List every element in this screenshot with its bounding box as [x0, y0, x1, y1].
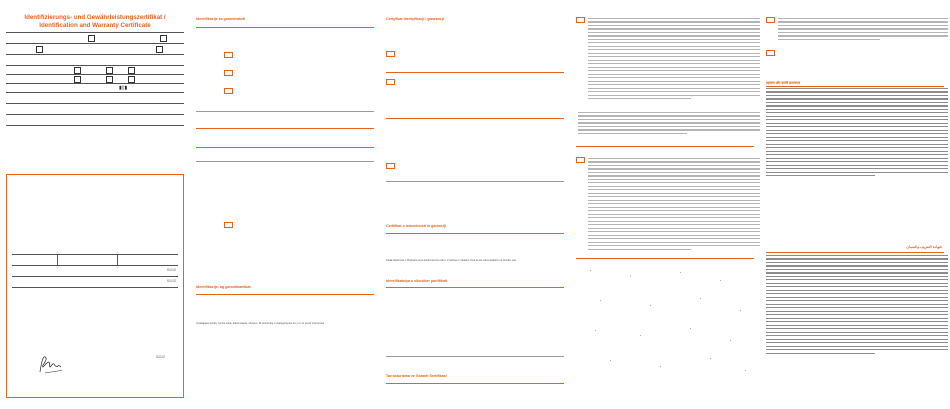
- certificate-title: [6, 14, 184, 30]
- field-marker: [224, 222, 233, 228]
- language-panel: [190, 0, 380, 409]
- barcode-icon: ▮▯▮: [119, 85, 128, 91]
- language-panel: [380, 0, 570, 409]
- form-checkbox[interactable]: [106, 67, 113, 74]
- card-row: [12, 266, 178, 277]
- form-checkbox[interactable]: [128, 76, 135, 83]
- paragraph: [778, 18, 948, 42]
- form-row: [6, 93, 184, 104]
- form-checkbox[interactable]: [74, 67, 81, 74]
- section-note: Kada iidsazanie z fiftyikazu-iona anidnivazonu nabu. V ariinasi z naulaini ziwa ja aia naluvurakaciu na hinoila, pav: [386, 259, 517, 262]
- field-marker: [224, 70, 233, 76]
- form-row: [6, 84, 184, 93]
- form-row: [6, 75, 184, 84]
- column-divider: [117, 255, 118, 265]
- section-divider: [196, 147, 374, 148]
- form-row: [6, 104, 184, 115]
- divider: [196, 161, 374, 162]
- text-panel: [760, 0, 950, 409]
- paragraph: [766, 88, 948, 179]
- form-checkbox[interactable]: [156, 46, 163, 53]
- column-divider: [57, 255, 58, 265]
- form-checkbox[interactable]: [106, 76, 113, 83]
- form-row: [6, 55, 184, 66]
- cover-panel: [0, 0, 190, 409]
- field-marker: [766, 50, 775, 56]
- section-note: Unalagawa sotulit, na tha soka, diaherwaara, uliciaun. Ri terminuluj u uvatagudynea itu y im te pentir intuturuwa: [196, 322, 325, 325]
- card-number: 01/12: [167, 279, 176, 283]
- form-row: [6, 115, 184, 126]
- card-table: [12, 254, 178, 288]
- section-divider: [386, 383, 564, 384]
- form-row: [6, 44, 184, 55]
- section-divider: [196, 294, 374, 295]
- dotted-area: [570, 0, 760, 409]
- field-marker: [224, 52, 233, 58]
- section-divider: [386, 72, 564, 73]
- section-divider: [196, 27, 374, 28]
- form-checkbox[interactable]: [160, 35, 167, 42]
- section-divider: [386, 233, 564, 234]
- field-marker: [386, 51, 395, 57]
- section-title: Certifikat o istovetnosti in garanciji: [386, 224, 446, 228]
- section-title: Identifikatsiya u sikusiber partifikati: [386, 279, 448, 283]
- section-title: Identifikacije za garantiraketi: [196, 17, 246, 21]
- card-row: [12, 277, 178, 288]
- field-marker: [386, 79, 395, 85]
- signature-icon: [37, 353, 65, 377]
- card-number: 01/12: [167, 268, 176, 272]
- field-marker: [766, 17, 775, 23]
- field-marker: [386, 163, 395, 169]
- section-divider: [386, 287, 564, 288]
- card-bottom-number: 01/12: [156, 355, 165, 359]
- warranty-card: [6, 174, 184, 398]
- section-title: Certyfikat identyfikacji i gwarancji: [386, 17, 444, 21]
- section-title: पहचान और वारंटी प्रमाणपत्र: [766, 81, 801, 85]
- section-divider: [766, 86, 944, 87]
- section-divider: [196, 128, 374, 129]
- field-marker: [224, 88, 233, 94]
- section-divider: [386, 118, 564, 119]
- section-title: Tarrusturiama ve Garanti Sertifikasi: [386, 374, 447, 378]
- form-checkbox[interactable]: [74, 76, 81, 83]
- form-checkbox[interactable]: [128, 67, 135, 74]
- form-checkbox[interactable]: [88, 35, 95, 42]
- divider: [196, 111, 374, 112]
- form-row: [6, 33, 184, 44]
- paragraph: [766, 255, 948, 356]
- card-row: [12, 255, 178, 266]
- text-panel: [570, 0, 760, 409]
- section-title: Identifikacije- ag garantikantikat: [196, 285, 251, 289]
- section-divider: [766, 252, 944, 253]
- title-line-english: Identification and Warranty Certificate: [39, 22, 151, 29]
- form-checkbox[interactable]: [36, 46, 43, 53]
- divider: [386, 356, 564, 357]
- title-line-german: Identifizierungs- und Gewährleistungszertifikat /: [24, 14, 166, 21]
- form-row: [6, 66, 184, 75]
- section-title: شهادة التعريف والضمان: [906, 245, 942, 249]
- divider: [386, 181, 564, 182]
- identification-form: [6, 32, 184, 126]
